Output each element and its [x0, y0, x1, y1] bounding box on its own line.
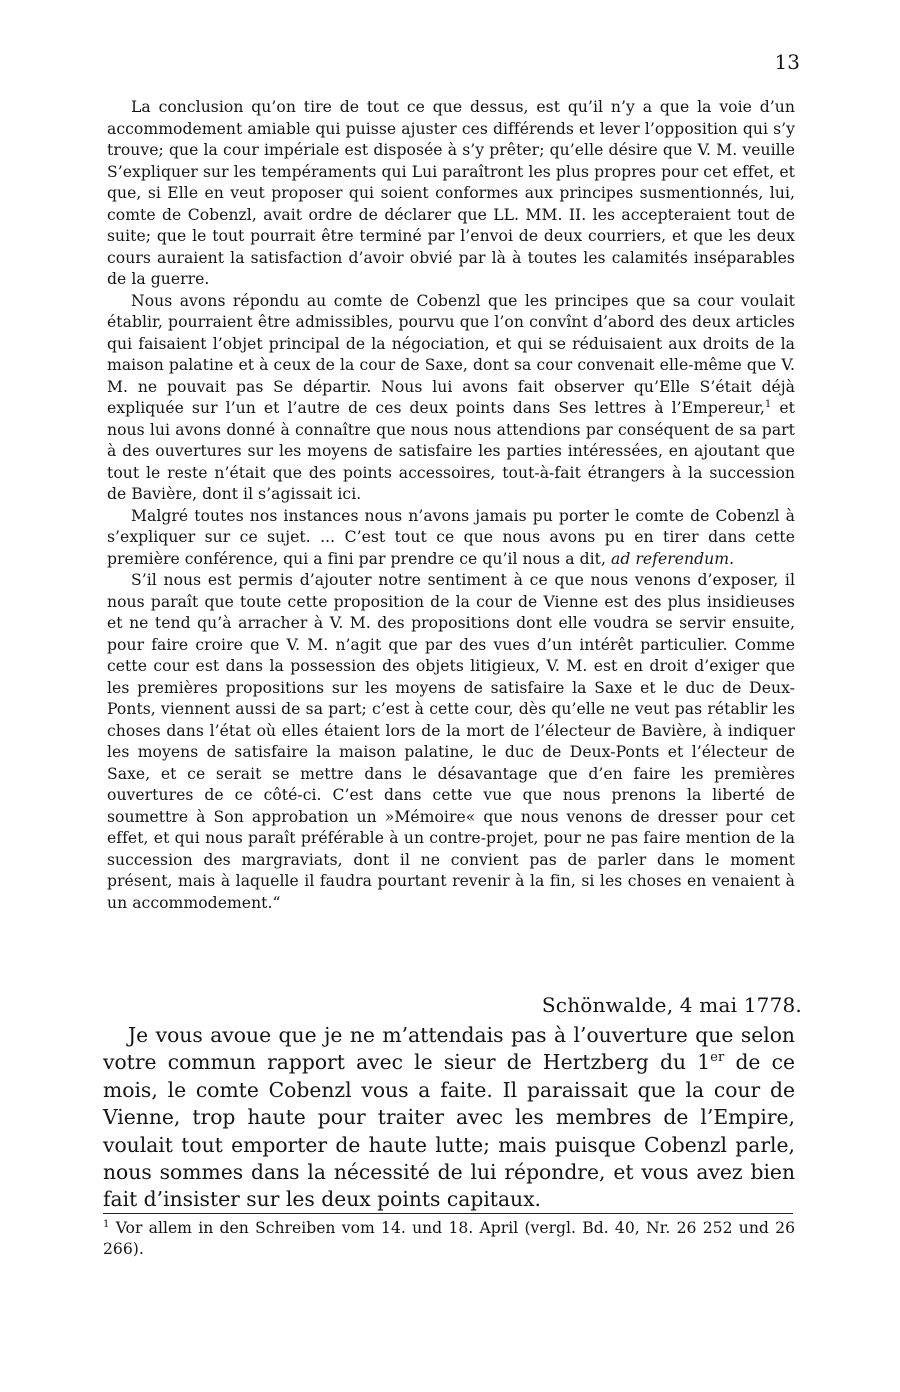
- footnote: [103, 1218, 795, 1260]
- quote-paragraph-2-text-a: Nous avons répondu au comte de Cobenzl que les principes que sa cour voulait établir, pourraient être admissibles, pourvu que l’on convînt d’abord des deux articles qui faisaient l’objet principal de la négociation, et qui se réduisaient aux droits de la maison palatine et à ceux de la cour de Saxe, dont sa cour convenait elle-même que V. M. ne pouvait pas Se départir. Nous lui avons fait observer qu’Elle S’était déjà expliquée sur l’un et l’autre de ces deux points dans Ses lettres à l’Empereur,: [107, 291, 795, 417]
- page-number: 13: [774, 50, 800, 74]
- dateline: Schönwalde, 4 mai 1778.: [541, 993, 802, 1017]
- quote-paragraph-3: [107, 506, 795, 571]
- quote-paragraph-2: [107, 291, 795, 506]
- quoted-report: [107, 97, 795, 914]
- footnote-reference: 1: [764, 398, 772, 410]
- letter-text-b: de ce mois, le comte Cobenzl vous a faite. Il paraissait que la cour de Vienne, trop haute pour traiter avec les membres de l’Empire, voulait tout emporter de haute lutte; mais puisque Cobenzl parle, nous sommes dans la nécessité de lui répondre, et vous avez bien fait d’insister sur les deux points capitaux.: [103, 1050, 795, 1212]
- quote-paragraph-3-italic: ad referendum.: [610, 549, 735, 568]
- ordinal-superscript: er: [710, 1050, 725, 1066]
- quote-paragraph-4: S’il nous est permis d’ajouter notre sentiment à ce que nous venons d’exposer, il nous paraît que toute cette proposition de la cour de Vienne est des plus insidieuses et ne tend qu’à arracher à V. M. des propositions dont elle voudra se servir ensuite, pour faire croire que V. M. n’agit que par des vues d’un intérêt particulier. Comme cette cour est dans la possession des objets litigieux, V. M. est en droit d’exiger que les premières propositions sur les moyens de satisfaire la Saxe et le duc de Deux-Ponts, viennent aussi de sa part; c’est à cette cour, dès qu’elle ne veut pas rétablir les choses dans l’état où elles étaient lors de la mort de l’électeur de Bavière, à indiquer les moyens de satisfaire la maison palatine, le duc de Deux-Ponts et l’électeur de Saxe, et ce serait se mettre dans le désavantage que d’en faire les premières ouvertures de ce côté-ci. C’est dans cette vue que nous prenons la liberté de soumettre à Son approbation un »Mémoire« que nous venons de dresser pour cet effet, et qui nous paraît préférable à un contre-projet, pour ne pas faire mention de la succession des margraviats, dont il ne convient pas de parler dans le moment présent, mais à laquelle il faudra pourtant revenir à la fin, si les choses en venaient à un accommodement.“: [107, 571, 795, 912]
- quote-paragraph-3-text: Malgré toutes nos instances nous n’avons jamais pu porter le comte de Cobenzl à s’expliquer sur ce sujet. ... C’est tout ce que nous avons pu en tirer dans cette première conférence, qui a fini par prendre ce qu’il nous a dit,: [107, 506, 795, 568]
- footnote-text: Vor allem in den Schreiben vom 14. und 18. April (vergl. Bd. 40, Nr. 26 252 und 26 266).: [103, 1219, 795, 1258]
- footnote-divider: [103, 1213, 793, 1214]
- letter-text-a: Je vous avoue que je ne m’attendais pas à l’ouverture que selon votre commun rapport avec le sieur de Hertzberg du 1: [103, 1023, 795, 1075]
- quote-paragraph-2-text-b: et nous lui avons donné à connaître que nous nous attendions par conséquent de sa part à des ouvertures sur les moyens de satisfaire les parties intéressées, en ajoutant que tout le reste n’était que des points accessoires, tout-à-fait étrangers à la succession de Bavière, dont il s’agissait ici.: [107, 399, 795, 503]
- letter-body: [103, 1022, 795, 1214]
- footnote-marker: 1: [103, 1218, 110, 1230]
- quote-paragraph-1: La conclusion qu’on tire de tout ce que dessus, est qu’il n’y a que la voie d’un accommodement amiable qui puisse ajuster ces différends et lever l’opposition qui s’y trouve; que la cour impériale est disposée à s’y prêter; qu’elle désire que V. M. veuille S’expliquer sur les tempéraments qui Lui paraîtront les plus propres pour cet effet, et que, si Elle en veut proposer qui soient conformes aux principes susmentionnés, lui, comte de Cobenzl, avait ordre de déclarer que LL. MM. II. les accepteraient tout de suite; que le tout pourrait être terminé par l’envoi de deux courriers, et que les deux cours auraient la satisfaction d’avoir obvié par là à toutes les calamités inséparables de la guerre.: [107, 98, 795, 288]
